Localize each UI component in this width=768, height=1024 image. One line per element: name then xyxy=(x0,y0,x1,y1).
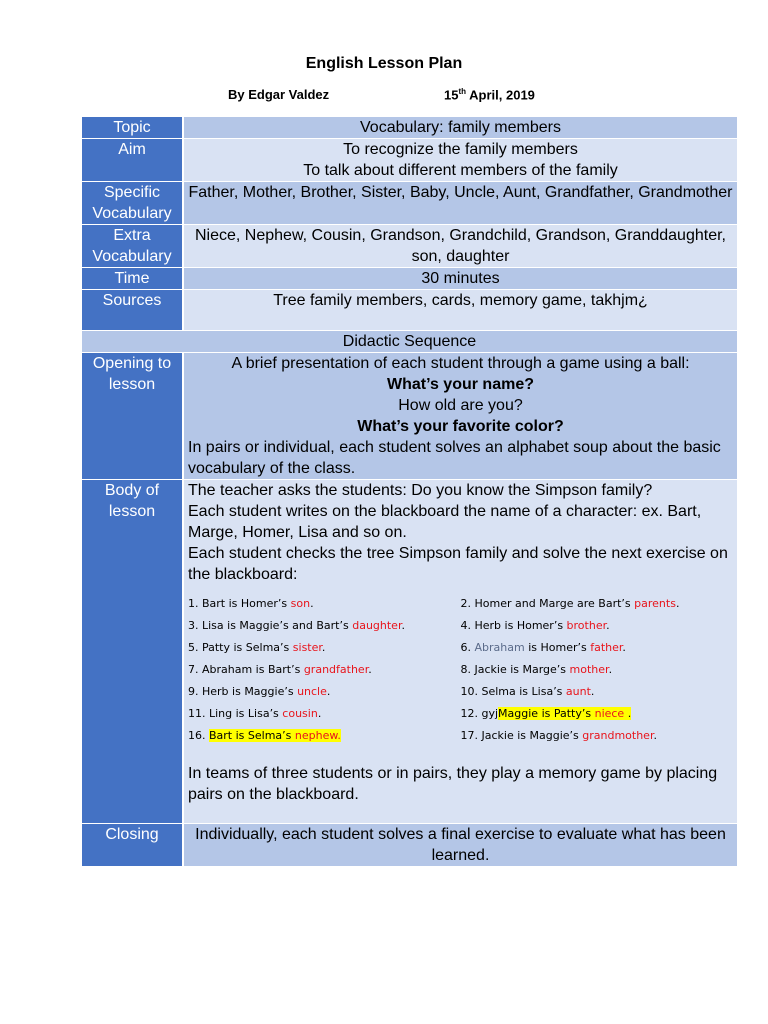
exercise-item: 11. Ling is Lisa’s cousin. xyxy=(188,707,322,720)
page-title: English Lesson Plan xyxy=(305,55,463,72)
exercise-item: 7. Abraham is Bart’s grandfather. xyxy=(188,663,372,676)
exercise-item: 9. Herb is Maggie’s uncle. xyxy=(188,685,331,698)
section-heading: Didactic Sequence xyxy=(82,331,737,352)
row-body xyxy=(82,480,737,823)
label-opening: Opening to lesson xyxy=(82,353,182,479)
value-closing: Individually, each student solves a final exercise to evaluate what has been learned. xyxy=(184,824,737,866)
row-topic xyxy=(82,117,737,138)
exercise-item: 16. Bart is Selma’s nephew. xyxy=(188,729,341,742)
exercise-item: 1. Bart is Homer’s son. xyxy=(188,597,314,610)
label-extra-vocabulary: Extra Vocabulary xyxy=(82,225,182,267)
value-extra-vocabulary: Niece, Nephew, Cousin, Grandson, Grandchild, Grandson, Granddaughter, son, daughter xyxy=(184,225,737,267)
value-opening: A brief presentation of each student through a game using a ball: What’s your name? How old are you? What’s your favorite color? In pairs or individual, each student solves an alphabet soup about the basic vocabulary of the class. xyxy=(184,353,737,479)
label-time: Time xyxy=(82,268,182,289)
label-closing: Closing xyxy=(82,824,182,866)
exercise-list xyxy=(188,593,733,747)
exercise-item: 17. Jackie is Maggie’s grandmother. xyxy=(460,729,657,742)
date-line: 15th April, 2019 xyxy=(444,87,535,103)
row-time xyxy=(82,268,737,289)
exercise-item: 4. Herb is Homer’s brother. xyxy=(460,619,610,632)
value-sources: Tree family members, cards, memory game, takhjm¿ xyxy=(184,290,737,330)
row-extra-vocabulary xyxy=(82,225,737,267)
exercise-item: 12. gyjMaggie is Patty’s niece . xyxy=(460,707,632,720)
label-sources: Sources xyxy=(82,290,182,330)
row-opening xyxy=(82,353,737,479)
exercise-item: 3. Lisa is Maggie’s and Bart’s daughter. xyxy=(188,619,405,632)
value-specific-vocabulary: Father, Mother, Brother, Sister, Baby, Uncle, Aunt, Grandfather, Grandmother xyxy=(184,182,737,224)
label-specific-vocabulary: Specific Vocabulary xyxy=(82,182,182,224)
value-body: The teacher asks the students: Do you know the Simpson family? Each student writes on the blackboard the name of a character: ex. Bart, Marge, Homer, Lisa and so on. Each student checks the tree Simpson family and solve the next exercise on the blackboard: 1. Bart is Homer’s son. 2. Homer and Marge are Bart’s parents. 3. Lisa is Maggie’s and Bart’s daughter. 4. Herb is Homer’s brother. 5. Patty is Selma’s sister. 6. Abraham is Homer’s father. 7. Abraham is Bart’s grandfather. 8. Jackie is Marge’s mother. 9. Herb is Maggie’s uncle. 10. Selma is Lisa’s aunt. 11. Ling is Lisa’s cousin. 12. gyjMaggie is Patty’s niece . 16. Bart is Selma’s nephew. 17. Jackie is Maggie’s grandmother. In teams of three students or in pairs, they play a memory game by placing pairs on the blackboard. xyxy=(184,480,737,823)
label-body: Body of lesson xyxy=(82,480,182,823)
label-topic: Topic xyxy=(82,117,182,138)
label-aim: Aim xyxy=(82,139,182,181)
author-line: By Edgar Valdez xyxy=(228,87,330,102)
value-topic: Vocabulary: family members xyxy=(184,117,737,138)
row-sources xyxy=(82,290,737,330)
row-specific-vocabulary xyxy=(82,182,737,224)
row-closing xyxy=(82,824,737,866)
row-aim xyxy=(82,139,737,181)
exercise-item: 8. Jackie is Marge’s mother. xyxy=(460,663,613,676)
exercise-item: 2. Homer and Marge are Bart’s parents. xyxy=(460,597,680,610)
exercise-item: 6. Abraham is Homer’s father. xyxy=(460,641,626,654)
value-aim: To recognize the family members To talk about different members of the family xyxy=(184,139,737,181)
row-didactic-sequence xyxy=(82,331,737,352)
exercise-item: 10. Selma is Lisa’s aunt. xyxy=(460,685,595,698)
value-time: 30 minutes xyxy=(184,268,737,289)
exercise-item: 5. Patty is Selma’s sister. xyxy=(188,641,326,654)
lesson-plan-table xyxy=(80,116,739,867)
